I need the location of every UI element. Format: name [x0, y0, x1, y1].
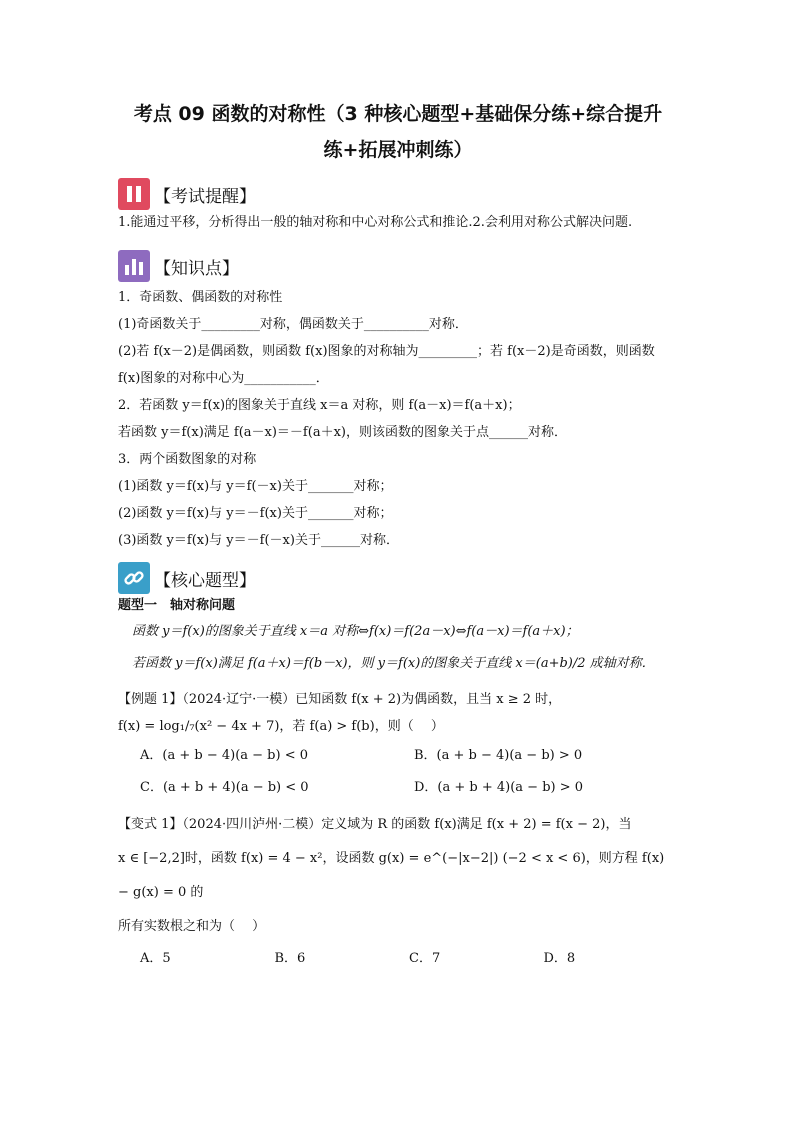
- variant-options: [118, 944, 678, 974]
- knowledge-line: (1)奇函数关于_________对称，偶函数关于__________对称．: [118, 317, 468, 332]
- rule-line: 函数 y＝f(x)的图象关于直线 x＝a 对称⇔f(x)＝f(2a－x)⇔f(a－x)＝f(a＋x)；: [132, 624, 579, 639]
- section-knowledge-title: 【知识点】: [154, 258, 239, 279]
- variant-stem: 所有实数根之和为（ ）: [118, 919, 266, 934]
- knowledge-list: [118, 284, 678, 554]
- knowledge-line: (1)函数 y＝f(x)与 y＝f(－x)关于_______对称；: [118, 479, 393, 494]
- variant-stem: x ∈ [−2,2]时，函数 f(x) = 4 − x²，设函数 g(x) = e^(−|x−2|) (−2 < x < 6)，则方程 f(x) − g(x) = 0 的: [118, 851, 669, 900]
- pause-bars-icon: [118, 178, 150, 210]
- variant-stem: 【变式 1】（2024·四川泸州·二模）定义域为 R 的函数 f(x)满足 f(x + 2) = f(x − 2)，当: [118, 817, 632, 832]
- section-exam-header: [118, 176, 678, 212]
- section-core-title: 【核心题型】: [154, 570, 256, 591]
- option-d[interactable]: D．8: [543, 951, 576, 966]
- knowledge-line: 2．若函数 y＝f(x)的图象关于直线 x＝a 对称，则 f(a－x)＝f(a＋x)；: [118, 398, 521, 413]
- knowledge-line: 1．奇函数、偶函数的对称性: [118, 290, 283, 305]
- section-knowledge-header: [118, 248, 678, 284]
- example-options: [118, 740, 678, 804]
- option-c[interactable]: C．7: [409, 951, 441, 966]
- knowledge-line: (3)函数 y＝f(x)与 y＝－f(－x)关于______对称．: [118, 533, 399, 548]
- knowledge-line: (2)若 f(x－2)是偶函数，则函数 f(x)图象的对称轴为_________；若 f(x－2)是奇函数，则函数: [118, 344, 655, 359]
- knowledge-line: f(x)图象的对称中心为___________．: [118, 371, 329, 386]
- page-title: 考点 09 函数的对称性（3 种核心题型+基础保分练+综合提升 练+拓展冲刺练）: [133, 103, 663, 161]
- link-icon: [118, 562, 150, 594]
- document-page: [118, 96, 678, 974]
- exam-text: 1.能通过平移，分析得出一般的轴对称和中心对称公式和推论.2.会利用对称公式解决问题.: [118, 215, 633, 230]
- example-stem: f(x) = log₁/₇(x² − 4x + 7)，若 f(a) > f(b)，则（ ）: [118, 719, 444, 734]
- option-a[interactable]: A．(a + b − 4)(a − b) < 0: [140, 748, 308, 763]
- option-c[interactable]: C．(a + b + 4)(a − b) < 0: [140, 780, 309, 795]
- option-b[interactable]: B．(a + b − 4)(a − b) > 0: [414, 748, 583, 763]
- knowledge-line: (2)函数 y＝f(x)与 y＝－f(x)关于_______对称；: [118, 506, 393, 521]
- option-a[interactable]: A．5: [140, 951, 171, 966]
- section-exam-title: 【考试提醒】: [154, 186, 256, 207]
- knowledge-line: 若函数 y＝f(x)满足 f(a－x)＝－f(a＋x)，则该函数的图象关于点______对称．: [118, 425, 567, 440]
- rule-line: 若函数 y＝f(x)满足 f(a＋x)＝f(b－x)，则 y＝f(x)的图象关于直线 x＝(a+b)/2 成轴对称．: [132, 656, 655, 671]
- bar-chart-icon: [118, 250, 150, 282]
- knowledge-line: 3．两个函数图象的对称: [118, 452, 257, 467]
- example-1: [118, 686, 678, 804]
- section-core-header: [118, 560, 678, 596]
- example-stem: 【例题 1】（2024·辽宁·一模）已知函数 f(x + 2)为偶函数，且当 x ≥ 2 时，: [118, 692, 562, 707]
- option-b[interactable]: B．6: [274, 951, 306, 966]
- option-d[interactable]: D．(a + b + 4)(a − b) > 0: [414, 780, 584, 795]
- variant-1: [118, 808, 678, 974]
- question-type-title: 题型一 轴对称问题: [118, 598, 236, 613]
